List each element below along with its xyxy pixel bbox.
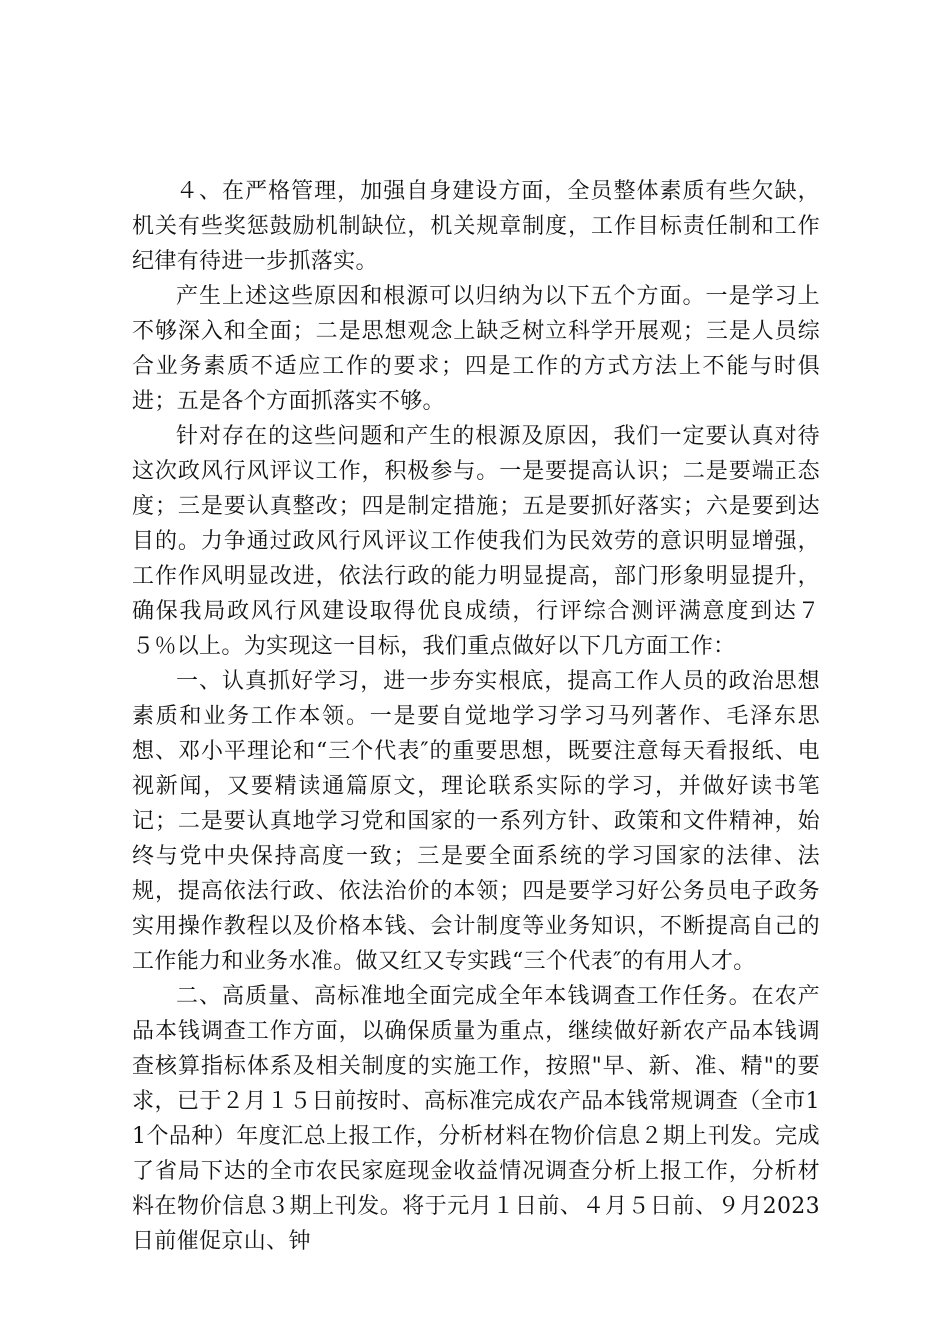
paragraph-study-work: 一、认真抓好学习，进一步夯实根底，提高工作人员的政治思想素质和业务工作本领。一是要自觉地学习学习马列著作、毛泽东思想、邓小平理论和“三个代表″的重要思想，既要注意每天看报纸、电视新闻，又要精读通篇原文，理论联系实际的学习，并做好读书笔记；二是要认真地学习党和国家的一系列方针、政策和文件精神，始终与党中央保持高度一致；三是要全面系统的学习国家的法律、法规，提高依法行政、依法治价的本领；四是要学习好公务员电子政务实用操作教程以及价格本钱、会计制度等业务知识，不断提高自己的工作能力和业务水准。做又红又专实践“三个代表″的有用人才。 bbox=[132, 669, 820, 974]
paragraph-root-causes: 产生上述这些原因和根源可以归纳为以下五个方面。一是学习上不够深入和全面；二是思想观念上缺乏树立科学开展观；三是人员综合业务素质不适应工作的要求；四是工作的方式方法上不能与时俱进；五是各个方面抓落实不够。 bbox=[132, 284, 820, 414]
paragraph-cost-survey-work: 二、高质量、高标准地全面完成全年本钱调查工作任务。在农产品本钱调查工作方面，以确保质量为重点，继续做好新农产品本钱调查核算指标体系及相关制度的实施工作，按照"早、新、准、精"的要求，已于２月１５日前按时、高标准完成农产品本钱常规调查（全市11个品种）年度汇总上报工作，分析材料在物价信息２期上刊发。完成了省局下达的全市农民家庭现金收益情况调查分析上报工作，分析材料在物价信息３期上刊发。将于元月１日前、４月５日前、９月2023日前催促京山、钟 bbox=[132, 984, 820, 1254]
document-body bbox=[132, 174, 820, 1259]
paragraph-management-shortcomings: ４、在严格管理，加强自身建设方面，全员整体素质有些欠缺，机关有些奖惩鼓励机制缺位，机关规章制度，工作目标责任制和工作纪律有待进一步抓落实。 bbox=[132, 179, 820, 274]
paragraph-improvement-goals: 针对存在的这些问题和产生的根源及原因，我们一定要认真对待这次政风行风评议工作，积极参与。一是要提高认识；二是要端正态度；三是要认真整改；四是制定措施；五是要抓好落实；六是要到达目的。力争通过政风行风评议工作使我们为民效劳的意识明显增强，工作作风明显改进，依法行政的能力明显提高，部门形象明显提升，确保我局政风行风建设取得优良成绩，行评综合测评满意度到达７５％以上。为实现这一目标，我们重点做好以下几方面工作： bbox=[132, 424, 820, 659]
